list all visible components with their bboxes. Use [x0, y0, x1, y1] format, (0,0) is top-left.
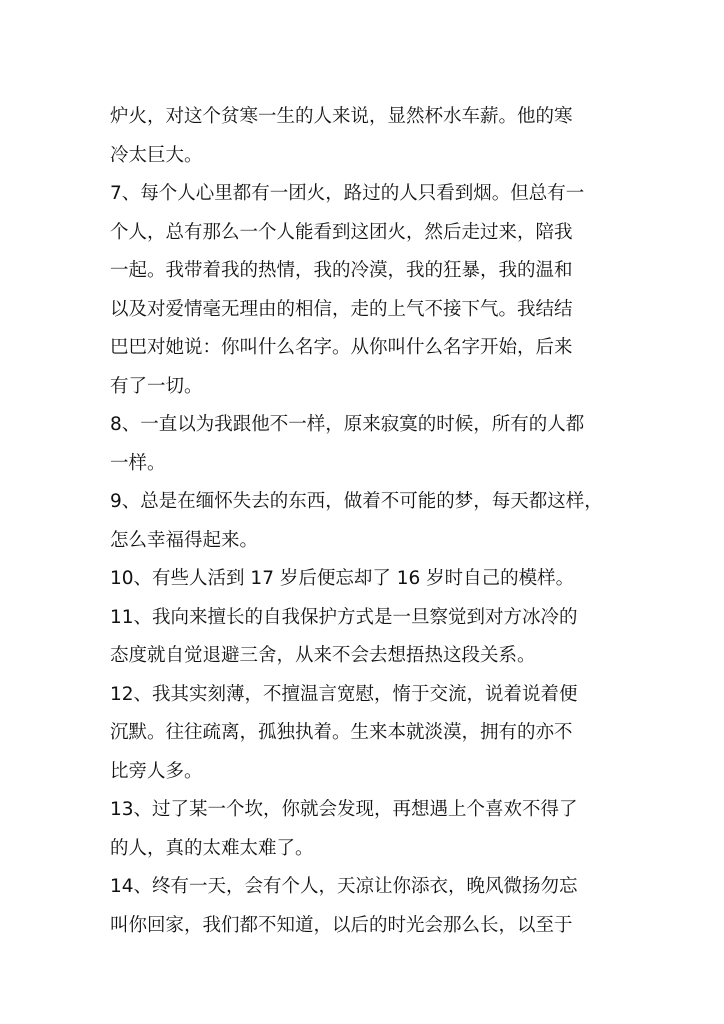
text-line: 态度就自觉退避三舍，从来不会去想捂热这段关系。 [110, 645, 536, 666]
text-line: 怎么幸福得起来。 [110, 529, 259, 551]
text-line: 13、过了某一个坎，你就会发现，再想遇上个喜欢不得了 [110, 799, 578, 820]
text-line: 比旁人多。 [110, 760, 203, 782]
text-line: 一样。 [110, 452, 166, 474]
text-line: 沉默。往往疏离，孤独执着。生来本就淡漠，拥有的亦不 [110, 722, 573, 743]
text-line: 10、有些人活到 17 岁后便忘却了 16 岁时自己的模样。 [110, 568, 575, 589]
text-line: 冷太巨大。 [110, 144, 203, 166]
text-line: 一起。我带着我的热情，我的冷漠，我的狂暴，我的温和 [110, 260, 573, 281]
text-line: 以及对爱情毫无理由的相信，走的上气不接下气。我结结 [110, 298, 573, 320]
text-line: 个人，总有那么一个人能看到这团火，然后走过来，陪我 [110, 221, 573, 243]
quotes-text-block [110, 98, 630, 945]
text-line: 的人，真的太难太难了。 [110, 837, 314, 859]
text-line: 巴巴对她说：你叫什么名字。从你叫什么名字开始，后来 [110, 337, 573, 358]
text-line: 11、我向来擅长的自我保护方式是一旦察觉到对方冰冷的 [110, 606, 578, 628]
text-line: 9、总是在缅怀失去的东西，做着不可能的梦，每天都这样， [110, 491, 603, 512]
text-line: 有了一切。 [110, 375, 203, 397]
text-line: 7、每个人心里都有一团火，路过的人只看到烟。但总有一 [110, 183, 585, 204]
text-line: 12、我其实刻薄，不擅温言宽慰，惰于交流，说着说着便 [110, 683, 578, 705]
text-line: 叫你回家，我们都不知道，以后的时光会那么长，以至于 [110, 914, 573, 936]
text-line: 炉火，对这个贫寒一生的人来说，显然杯水车薪。他的寒 [110, 106, 573, 127]
text-line: 8、一直以为我跟他不一样，原来寂寞的时候，所有的人都 [110, 414, 585, 435]
text-line: 14、终有一天，会有个人，天凉让你添衣，晚风微扬勿忘 [110, 876, 578, 897]
